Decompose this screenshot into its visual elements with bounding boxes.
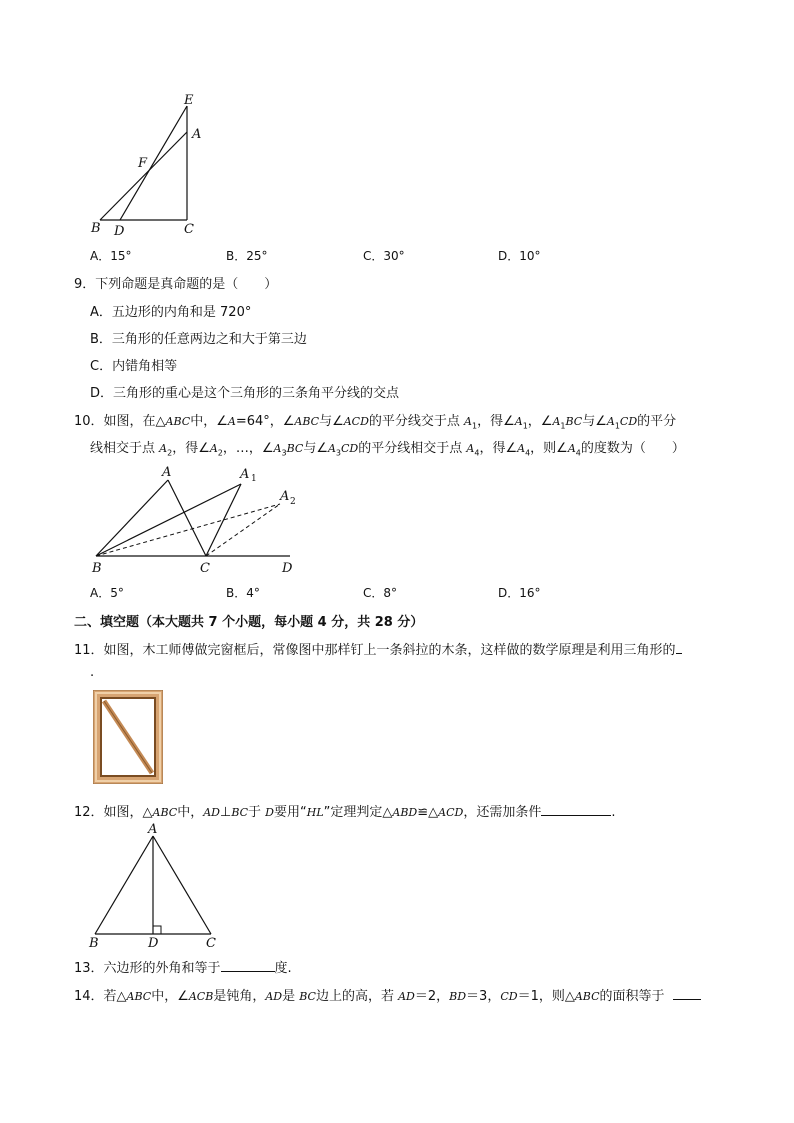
q13-blank[interactable] xyxy=(221,959,275,972)
q14-blank[interactable] xyxy=(673,987,701,1000)
segment-ac xyxy=(153,836,211,934)
label-a: A xyxy=(148,822,158,837)
q14-stem: 14．若△ABC中，∠ACB是钝角，AD是 BC边上的高，若 AD＝2，BD＝3，CD＝1，则△ABC的面积等于 xyxy=(74,985,701,1004)
label-a2: A xyxy=(280,489,290,504)
label-b: B xyxy=(91,221,101,236)
q10-stem-line2: 线相交于点 $A_2$，得$\angle A_2$，…，$\angle A_3BC$与$\angle A_3CD$的平分线相交于点 $A_4$，得$\angle A_4$，则$\angle A_4$的度数为（ ） xyxy=(90,441,685,458)
q8-option-c: C．30° xyxy=(363,249,405,263)
q10-stem-line1: 10．如图，在△ABC中，∠A=64°，∠ABC与∠ACD的平分线交于点 $A_1$，得$\angle A_1$，$\angle A_1BC$与$\angle A_1CD$的平分 xyxy=(74,414,677,431)
label-b: B xyxy=(89,936,99,950)
window-frame-figure xyxy=(93,690,163,784)
q11-stem-line1: 11．如图，木工师傅做完窗框后，常像图中那样钉上一条斜拉的木条，这样做的数学原理是利用三角形的 xyxy=(74,639,682,658)
q10-option-a: A．5° xyxy=(90,586,124,600)
section-2-title: 二、填空题（本大题共 7 个小题，每小题 4 分，共 28 分） xyxy=(74,615,424,630)
q12-figure xyxy=(85,822,225,950)
right-angle-mark xyxy=(153,926,161,934)
segment-ba1 xyxy=(96,484,241,556)
q8-option-a: A．15° xyxy=(90,249,132,263)
label-c: C xyxy=(206,936,216,950)
segment-ab xyxy=(95,836,153,934)
label-b: B xyxy=(92,561,102,576)
label-c: C xyxy=(200,561,210,576)
label-d: D xyxy=(148,936,159,950)
q10-option-b: B．4° xyxy=(226,586,260,600)
q13-stem: 13．六边形的外角和等于 度. xyxy=(74,961,292,976)
q9-option-a: A．五边形的内角和是 720° xyxy=(90,305,252,320)
q12-stem: 12．如图，△ABC中，AD⊥BC于 D要用“HL”定理判定△ABD≌△ACD，还需加条件 . xyxy=(74,805,616,820)
label-d: D xyxy=(114,224,125,239)
segment-ba xyxy=(100,132,187,220)
q9-stem: 9．下列命题是真命题的是（ ） xyxy=(74,277,278,292)
label-e: E xyxy=(184,93,194,108)
q10-option-d: D．16° xyxy=(498,586,541,600)
q8-option-d: D．10° xyxy=(498,249,541,263)
label-a: A xyxy=(162,465,172,480)
label-c: C xyxy=(184,222,194,237)
label-a: A xyxy=(192,127,202,142)
segment-ca2 xyxy=(206,504,280,556)
q8-option-b: B．25° xyxy=(226,249,268,263)
q9-option-c: C．内错角相等 xyxy=(90,359,178,374)
segment-ba xyxy=(96,480,168,556)
q9-option-b: B．三角形的任意两边之和大于第三边 xyxy=(90,332,307,347)
segment-ba2 xyxy=(96,504,280,556)
q11-blank[interactable] xyxy=(676,641,682,654)
segment-de xyxy=(120,106,187,220)
label-a1-sub: 1 xyxy=(251,474,257,484)
label-f: F xyxy=(138,156,148,171)
q10-option-c: C．8° xyxy=(363,586,398,600)
q10-figure xyxy=(88,462,303,577)
label-a1: A xyxy=(240,467,250,482)
label-a2-sub: 2 xyxy=(290,497,296,507)
q9-option-d: D．三角形的重心是这个三角形的三条角平分线的交点 xyxy=(90,386,400,401)
q12-blank[interactable] xyxy=(541,803,611,816)
q8-figure xyxy=(86,92,216,240)
segment-ca1 xyxy=(206,484,241,556)
q11-stem-line2: . xyxy=(90,665,95,680)
label-d: D xyxy=(282,561,293,576)
